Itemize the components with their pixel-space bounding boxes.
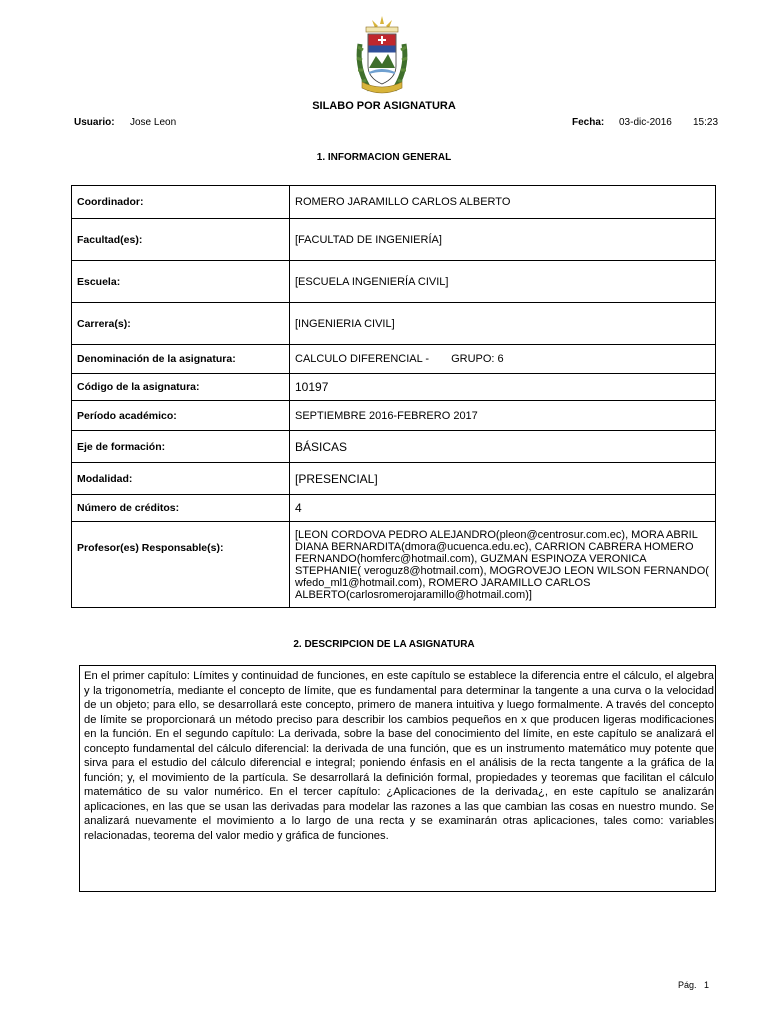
eje-value: BÁSICAS bbox=[290, 431, 716, 463]
modalidad-label: Modalidad: bbox=[72, 463, 290, 495]
table-row bbox=[72, 374, 716, 401]
creditos-label: Número de créditos: bbox=[72, 495, 290, 522]
table-row bbox=[72, 401, 716, 431]
creditos-value: 4 bbox=[290, 495, 716, 522]
profesor-value: [LEON CORDOVA PEDRO ALEJANDRO(pleon@centrosur.com.ec), MORA ABRIL DIANA BERNARDITA(dmora@ucuenca.edu.ec), CARRION CABRERA HOMERO FERNANDO(homferc@hotmail.com), GUZMAN ESPINOZA VERONICA STEPHANIE( veroguz8@hotmail.com), MOGROVEJO LEON WILSON FERNANDO( wfedo_ml1@hotmail.com), ROMERO JARAMILLO CARLOS ALBERTO(carlosromerojaramillo@hotmail.com)] bbox=[290, 522, 716, 608]
escuela-label: Escuela: bbox=[72, 261, 290, 303]
table-row bbox=[72, 463, 716, 495]
denominacion-label: Denominación de la asignatura: bbox=[72, 345, 290, 374]
coordinador-label: Coordinador: bbox=[72, 186, 290, 219]
grupo-value: GRUPO: 6 bbox=[451, 353, 504, 365]
codigo-label: Código de la asignatura: bbox=[72, 374, 290, 401]
usuario-label: Usuario: bbox=[74, 117, 115, 128]
facultad-value: [FACULTAD DE INGENIERÍA] bbox=[290, 219, 716, 261]
codigo-value: 10197 bbox=[290, 374, 716, 401]
table-row bbox=[72, 345, 716, 374]
profesor-label: Profesor(es) Responsable(s): bbox=[72, 522, 290, 608]
periodo-label: Período académico: bbox=[72, 401, 290, 431]
page-label: Pág. bbox=[678, 980, 697, 990]
general-info-table bbox=[71, 185, 716, 608]
eje-label: Eje de formación: bbox=[72, 431, 290, 463]
modalidad-value: [PRESENCIAL] bbox=[290, 463, 716, 495]
description-box bbox=[79, 665, 716, 892]
university-crest-logo bbox=[354, 14, 410, 100]
page-number-value: 1 bbox=[704, 980, 710, 990]
fecha-label: Fecha: bbox=[572, 117, 605, 128]
coordinador-value: ROMERO JARAMILLO CARLOS ALBERTO bbox=[290, 186, 716, 219]
description-text: En el primer capítulo: Límites y continuidad de funciones, en este capítulo se establece la diferencia entre el cálculo, el algebra y la trigonometría, mediante el concepto de límite, que es fundamental para determinar la tangente a una curva o la velocidad de un objeto; para ello, se desarrollará este concepto, primero de manera intuitiva y luego formalmente. A través del concepto de límite se proporcionará un método preciso para describir los cambios pequeños en x que producen ligeras modificaciones en la función. En el segundo capítulo: La derivada, sobre la base del conocimiento del límite, en este capítulo se analizará el concepto fundamental del cálculo diferencial: la derivada de una función, que es un instrumento matemático muy potente que sirva para el estudio del cálculo diferencial e integral; poniendo énfasis en el análisis de la recta tangente a la gráfica de la función; y, el movimiento de la partícula. Se desarrollará la definición formal, propiedades y teoremas que facilitan el cálculo matemático de su valor numérico. En el tercer capítulo: ¿Aplicaciones de la derivada¿, en este capítulo se analizarán aplicaciones, en las que se usan las derivadas para modelar las razones a las que cambian las cosas en nuestro mundo. Se analizará nuevamente el movimiento a lo largo de una recta y se examinarán otras aplicaciones, tales como: variables relacionadas, teorema del valor medio y gráfica de funciones. bbox=[84, 670, 714, 842]
fecha-value: 03-dic-2016 bbox=[619, 117, 672, 128]
table-row bbox=[72, 261, 716, 303]
carrera-label: Carrera(s): bbox=[72, 303, 290, 345]
denominacion-value: CALCULO DIFERENCIAL - bbox=[295, 353, 430, 365]
table-row bbox=[72, 431, 716, 463]
document-title: SILABO POR ASIGNATURA bbox=[312, 100, 456, 112]
page-number bbox=[678, 980, 709, 990]
section-1-title: 1. INFORMACION GENERAL bbox=[316, 152, 452, 163]
table-row bbox=[72, 219, 716, 261]
table-row bbox=[72, 522, 716, 608]
table-row bbox=[72, 303, 716, 345]
hora-value: 15:23 bbox=[693, 117, 719, 128]
table-row bbox=[72, 495, 716, 522]
escuela-value: [ESCUELA INGENIERÍA CIVIL] bbox=[290, 261, 716, 303]
denominacion-value-cell bbox=[290, 345, 716, 374]
facultad-label: Facultad(es): bbox=[72, 219, 290, 261]
periodo-value: SEPTIEMBRE 2016-FEBRERO 2017 bbox=[290, 401, 716, 431]
table-row bbox=[72, 186, 716, 219]
carrera-value: [INGENIERIA CIVIL] bbox=[290, 303, 716, 345]
usuario-value: Jose Leon bbox=[130, 117, 177, 128]
section-2-title: 2. DESCRIPCION DE LA ASIGNATURA bbox=[293, 639, 475, 650]
